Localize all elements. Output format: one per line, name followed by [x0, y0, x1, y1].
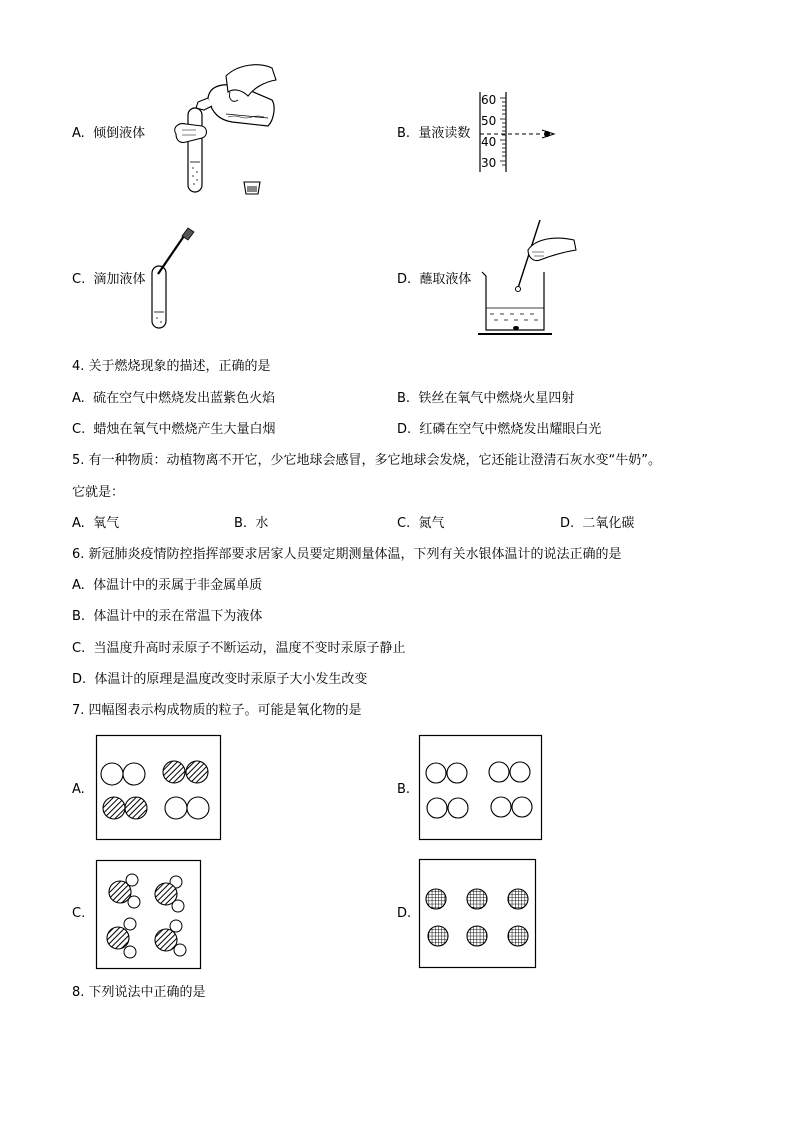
q7-option-c-label: C.: [72, 906, 86, 921]
particle-diagram-b: [419, 735, 543, 841]
q6-option-d: D. 体温计的原理是温度改变时汞原子大小发生改变: [72, 672, 368, 687]
cylinder-tick-50: 50: [481, 114, 497, 128]
dipping-liquid-figure: [476, 216, 580, 338]
cylinder-tick-40: 40: [481, 135, 497, 149]
q6-stem: 6. 新冠肺炎疫情防控指挥部要求居家人员要定期测量体温，下列有关水银体温计的说法正确的是: [72, 547, 622, 562]
q3-option-c: C. 滴加液体: [72, 272, 146, 287]
q6-option-a: A. 体温计中的汞属于非金属单质: [72, 578, 263, 593]
q8-stem: 8. 下列说法中正确的是: [72, 985, 206, 1000]
cylinder-tick-30: 30: [481, 156, 497, 170]
q7-stem: 7. 四幅图表示构成物质的粒子。可能是氧化物的是: [72, 703, 362, 718]
q7-option-b-label: B.: [397, 782, 411, 797]
cylinder-tick-60: 60: [481, 93, 497, 107]
q5-stem-continued: 它就是：: [72, 485, 125, 500]
q6-option-c: C. 当温度升高时汞原子不断运动，温度不变时汞原子静止: [72, 641, 406, 656]
q3-option-a: A. 倾倒液体: [72, 126, 146, 141]
q5-stem: 5. 有一种物质：动植物离不开它，少它地球会感冒，多它地球会发烧，它还能让澄清石灰水变“牛奶”。: [72, 453, 662, 468]
q5-option-b: B. 水: [234, 516, 269, 531]
q3-option-b: B. 量液读数: [397, 126, 471, 141]
particle-diagram-c: [96, 860, 202, 970]
dropping-liquid-figure: [148, 226, 198, 330]
q5-option-d: D. 二氧化碳: [560, 516, 635, 531]
q7-option-d-label: D.: [397, 906, 412, 921]
q5-option-a: A. 氧气: [72, 516, 120, 531]
q4-option-b: B. 铁丝在氧气中燃烧火星四射: [397, 391, 575, 406]
q4-option-c: C. 蜡烛在氧气中燃烧产生大量白烟: [72, 422, 276, 437]
q4-option-d: D. 红磷在空气中燃烧发出耀眼白光: [397, 422, 602, 437]
q5-option-c: C. 氮气: [397, 516, 445, 531]
pouring-liquid-figure: [168, 62, 280, 202]
q4-stem: 4. 关于燃烧现象的描述，正确的是: [72, 359, 271, 374]
particle-diagram-d: [419, 859, 537, 969]
q6-option-b: B. 体温计中的汞在常温下为液体: [72, 609, 263, 624]
q3-option-d: D. 蘸取液体: [397, 272, 472, 287]
particle-diagram-a: [96, 735, 222, 841]
q4-option-a: A. 硫在空气中燃烧发出蓝紫色火焰: [72, 391, 276, 406]
q7-option-a-label: A.: [72, 782, 85, 797]
